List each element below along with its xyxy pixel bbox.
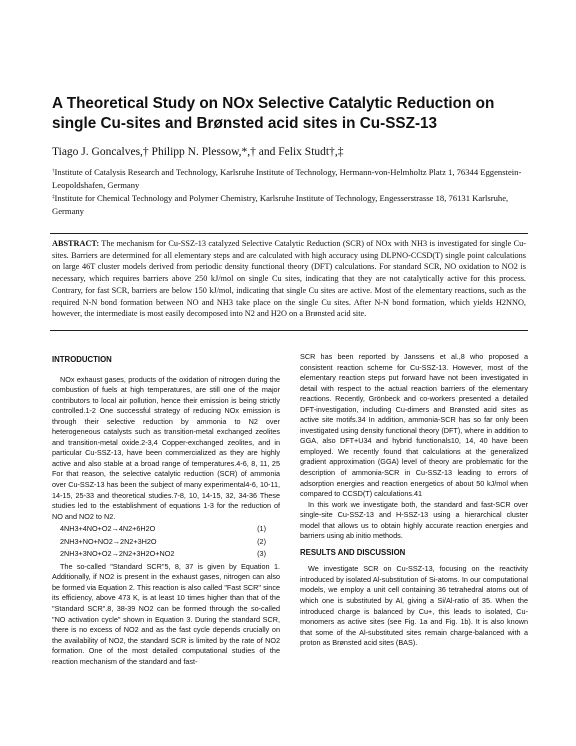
abstract-text: The mechanism for Cu-SSZ-13 catalyzed Selective Catalytic Reduction (SCR) of NOx with NH3 is investigated for single Cu-sites. Barriers are determined for all elementary steps and are calculated with high accuracy using DLPNO-CCSD(T) single point calculations on large 46T cluster models derived from periodic density functional theory (DFT) calculations. For standard SCR, NO oxidation to NO2 is necessary, which requires barriers above 250 kJ/mol on single Cu sites, indicating that they are not catalytically active for this process. Contrary, for fast SCR, barriers are below 150 kJ/mol, indicating that single Cu sites are active. Most of the elementary reactions, such as the required N-N bond formation between NO and NH3 take place on the single Cu sites. After N-N bond formation, which yields H2NNO, however, the intermediate is most easily decomposed into N2 and H2O on a Brønsted acid site. [52,239,526,319]
affiliation-1 [52,166,530,191]
results-heading: RESULTS AND DISCUSSION [300,547,406,557]
equation-2-number: (2) [257,536,266,546]
affiliation-2-mark: ‡ [52,195,55,200]
right-paragraph-2: In this work we investigate both, the standard and fast-SCR over single-site Cu-SSZ-13 and H-SSZ-13 using a hierarchical cluster model that allows us to obtain highly accurate reaction energies and barriers using ab initio methods. [300,499,528,541]
affiliation-2 [52,192,530,217]
equation-3 [52,549,280,560]
affiliation-1-mark: † [52,169,55,174]
right-paragraph-1: SCR has been reported by Janssens et al.,8 who proposed a consistent reaction scheme for Cu-SSZ-13. However, most of the elementary reaction steps put forward have not been investigated in detail with respect to the actual reaction barriers of the elementary reactions. Recently, Grönbeck and co-workers presented a detailed DFT-investigation, including Cu-dimers and Brønsted acid sites as active site motifs.34 In addition, ammonia-SCR has so far only been investigated using density functional theory (DFT), where in addition to GGA, also DFT+U34 and hybrid functionals10, 14, 40 have been employed. We recently found that calculations at the generalized gradient approximation (GGA) level of theory are problematic for the description of ammonia-SCR in Cu-SSZ-13 leading to errors of adsorption energies and reaction energetics of about 50 kJ/mol when compared to CCSD(T) calculations.41 [300,352,528,499]
intro-paragraph-1: NOx exhaust gases, products of the oxidation of nitrogen during the combustion of fuels at high temperatures, are still one of the major contributors to local air pollution, hence their emission is being strictly controlled.1-2 One successful strategy of reducing NOx emission is through their selective reduction by ammonia to N2 over heterogeneous catalysts such as transition-metal exchanged zeolites and transition-metal oxide.2-3,4 Copper-exchanged zeolites, and in particular Cu-SSZ-13, have been commercialized as they are highly active and also stable at a broad range of temperatures.4-6, 8, 11, 25 For that reason, the selective catalytic reduction (SCR) of ammonia over Cu-SSZ-13 has been the subject of many experimental4-6, 10-11, 14-15, 25-33 and theoretical studies.7-8, 10, 14-15, 32, 34-36 These studies led to the establishment of equations 1-3 for the reduction of NO and NO2 to N2. [52,374,280,521]
equation-3-number: (3) [257,549,266,559]
intro-paragraph-2: The so-called "Standard SCR"5, 8, 37 is given by Equation 1. Additionally, if NO2 is present in the exhaust gases, nitrogen can also be formed via Equation 2. This reaction is also called "Fast SCR" since its efficiency, above 473 K, is at least 10 times higher than that of the "Standard SCR".8, 38-39 NO2 can be formed through the so-called "NO activation cycle" shown in Equation 3. During the standard SCR, there is no excess of NO2 and as the fast cycle depends crucially on the availability of NO2, the standard SCR is limited by the rate of NO2 formation. One of the most detailed computational studies of the reaction mechanism of the standard and fast- [52,561,280,666]
equation-2-text: 2NH3+NO+NO2→2N2+3H2O [60,536,157,546]
author-list: Tiago J. Goncalves,† Philipp N. Plessow,*,† and Felix Studt†,‡ [52,146,344,158]
affiliation-2-text: Institute for Chemical Technology and Polymer Chemistry, Karlsruhe Institute of Technology, Engesserstrasse 18, 76131 Karlsruhe, Germany [52,193,509,216]
equation-3-text: 2NH3+3NO+O2→2N2+3H2O+NO2 [60,549,175,559]
equation-1 [52,524,280,535]
equation-1-number: (1) [257,524,266,534]
equation-1-text: 4NH3+4NO+O2→4N2+6H2O [60,524,156,534]
results-paragraph-1: We investigate SCR on Cu-SSZ-13, focusing on the reactivity introduced by isolated Al-substitution of Si-atoms. In our computational models, we employ a unit cell containing 36 tetrahedral atoms out of which one is substituted by Al, giving a Si/Al-ratio of 35. When the introduced charge is balanced by Cu+, this leads to isolated, Cu-monomers as active sites (see Fig. 1a and Fig. 1b). It is also known that some of the Al-substituted sites remain charge-balanced with a proton as Brønsted acid sites (BAS). [300,564,528,648]
paper-title: A Theoretical Study on NOx Selective Catalytic Reduction on single Cu-sites and Brønsted acid sites in Cu-SSZ-13 [52,95,495,132]
left-column [52,353,280,667]
abstract-box [50,233,528,331]
introduction-heading: INTRODUCTION [52,355,112,364]
abstract-label: ABSTRACT: [52,239,100,248]
equation-2 [52,537,280,548]
right-column [300,352,528,649]
affiliation-1-text: Institute of Catalysis Research and Technology, Karlsruhe Institute of Technology, Hermann-von-Helmholtz Platz 1, 76344 Eggenstein-Leopoldshafen, Germany [52,167,522,190]
